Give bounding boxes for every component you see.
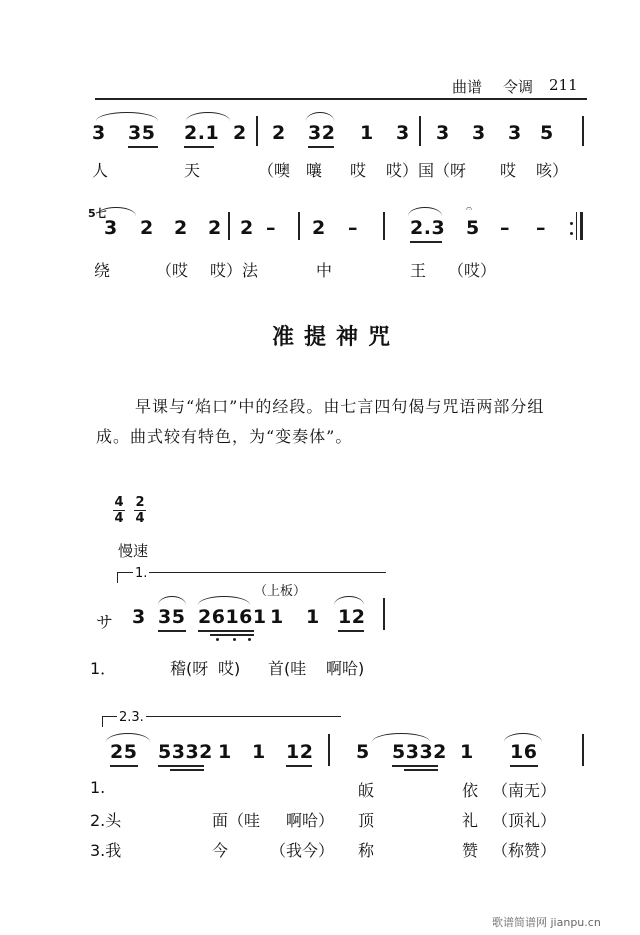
note: 5332	[158, 741, 213, 763]
note: 3	[472, 122, 486, 144]
octave-dot	[233, 638, 236, 641]
note: 5332	[392, 741, 447, 763]
lyric: 啊哈)	[326, 659, 365, 678]
slur	[408, 207, 442, 216]
barline	[298, 212, 300, 240]
lyric: 依	[462, 781, 479, 800]
note: 1	[360, 122, 374, 144]
barline	[419, 116, 421, 146]
octave-dot	[216, 638, 219, 641]
note: 2	[208, 217, 222, 239]
lyric: 人	[92, 161, 109, 180]
dash: –	[266, 217, 276, 239]
lyric: 哎	[350, 161, 367, 180]
note: 35	[158, 606, 186, 628]
lyric: 顶	[358, 811, 375, 830]
volta-bracket	[117, 572, 386, 583]
final-barline	[580, 212, 583, 240]
slur	[186, 112, 230, 121]
time-signature	[113, 496, 125, 525]
note: 1	[306, 606, 320, 628]
slur	[96, 112, 158, 121]
time-signature-top: 2	[135, 495, 145, 510]
lyric: （噢	[258, 161, 291, 180]
note: 25	[110, 741, 138, 763]
lyric: 咳）	[536, 161, 569, 180]
lyric: 礼	[462, 811, 479, 830]
time-signature-bottom: 4	[135, 511, 145, 526]
lyric: （顶礼）	[492, 811, 557, 830]
note: 35	[128, 122, 156, 144]
grace-note: 5七	[88, 207, 107, 220]
barline	[383, 598, 385, 630]
note: 3	[104, 217, 118, 239]
note: 1	[252, 741, 266, 763]
barline	[576, 212, 577, 240]
volta-label: 1.	[135, 566, 148, 581]
slur	[198, 596, 250, 605]
underline	[170, 769, 204, 771]
note: 2	[312, 217, 326, 239]
underline	[158, 765, 204, 767]
note: 2	[233, 122, 247, 144]
note: 1	[218, 741, 232, 763]
underline	[392, 765, 438, 767]
lyric: 称	[358, 841, 375, 860]
header-book: 曲谱	[452, 78, 483, 96]
barline	[383, 212, 385, 240]
dash: –	[500, 217, 510, 239]
underline	[128, 146, 158, 148]
watermark: 歌谱简谱网 jianpu.cn	[492, 916, 601, 929]
lyric: 哎）法	[210, 261, 259, 280]
note: 3	[396, 122, 410, 144]
time-signature-bottom: 4	[114, 511, 124, 526]
lyric: 哎)	[218, 659, 241, 678]
verse-number: 1.	[90, 778, 106, 797]
description-line-1: 早课与“焰口”中的经段。由七言四句偈与咒语两部分组	[135, 397, 545, 416]
note: 5	[356, 741, 370, 763]
note: 3	[92, 122, 106, 144]
description-line-2: 成。曲式较有特色，为“变奏体”。	[96, 427, 353, 446]
note: 1	[270, 606, 284, 628]
note: 32	[308, 122, 336, 144]
lyric: （哎	[156, 261, 189, 280]
repeat-dot	[570, 222, 573, 225]
lyric: 皈	[358, 781, 375, 800]
barline	[256, 116, 258, 146]
lyric: （我今）	[270, 841, 335, 860]
lyric: 嚷	[306, 161, 323, 180]
underline	[110, 765, 138, 767]
lyric: 哎	[500, 161, 517, 180]
lyric: 天	[184, 161, 201, 180]
header-section: 令调	[503, 78, 534, 96]
verse-number: 2.头	[90, 811, 122, 830]
tempo-marking: 慢速	[118, 542, 149, 560]
lyric: 今	[212, 841, 229, 860]
note: 12	[338, 606, 366, 628]
lyric: 中	[316, 261, 333, 280]
note: 3	[508, 122, 522, 144]
note: 12	[286, 741, 314, 763]
note: 2	[272, 122, 286, 144]
note: 2.3	[410, 217, 446, 239]
note: 2	[174, 217, 188, 239]
note: 3	[132, 606, 146, 628]
barline	[582, 116, 584, 146]
header-rule	[95, 98, 587, 100]
underline	[308, 146, 334, 148]
slur	[96, 207, 136, 216]
underline	[410, 241, 442, 243]
volta-label: 2.3.	[119, 710, 144, 725]
slur	[306, 112, 334, 121]
page-number: 211	[549, 76, 578, 94]
fermata-icon: 𝄐	[466, 202, 473, 215]
note: 2.1	[184, 122, 220, 144]
lyric: 面（哇	[212, 811, 261, 830]
lyric: 啊哈）	[286, 811, 335, 830]
note: 1	[460, 741, 474, 763]
verse-number: 3.我	[90, 841, 122, 860]
time-signature	[134, 496, 146, 525]
barline	[328, 734, 330, 766]
slur	[334, 596, 364, 605]
piece-title: 准提神咒	[272, 325, 401, 350]
underline	[158, 630, 186, 632]
dash: –	[348, 217, 358, 239]
note: 5	[466, 217, 480, 239]
note: 26161	[198, 606, 267, 628]
lyric: 首(哇	[268, 659, 307, 678]
note: 2	[140, 217, 154, 239]
underline	[198, 630, 254, 632]
barline	[228, 212, 230, 240]
octave-dot	[248, 638, 251, 641]
underline	[210, 634, 254, 636]
underline	[404, 769, 438, 771]
lyric: 哎）	[386, 161, 419, 180]
lyric: 稽(呀	[170, 659, 209, 678]
lyric: 王	[410, 261, 427, 280]
slur	[158, 596, 186, 605]
free-meter-mark: サ	[96, 613, 113, 633]
underline	[184, 146, 214, 148]
verse-number: 1．	[90, 659, 117, 678]
note: 16	[510, 741, 538, 763]
lyric: 赞	[462, 841, 479, 860]
lyric: 绕	[94, 261, 111, 280]
dash: –	[536, 217, 546, 239]
note: 5	[540, 122, 554, 144]
lyric: 国（呀	[418, 161, 467, 180]
lyric: （哎）	[448, 261, 497, 280]
section-mark: （上板）	[254, 584, 307, 599]
lyric: （南无）	[492, 781, 557, 800]
repeat-dot	[570, 232, 573, 235]
note: 2	[240, 217, 254, 239]
barline	[582, 734, 584, 766]
underline	[510, 765, 538, 767]
underline	[338, 630, 364, 632]
lyric: （称赞）	[492, 841, 557, 860]
note: 3	[436, 122, 450, 144]
time-signature-top: 4	[114, 495, 124, 510]
underline	[286, 765, 312, 767]
